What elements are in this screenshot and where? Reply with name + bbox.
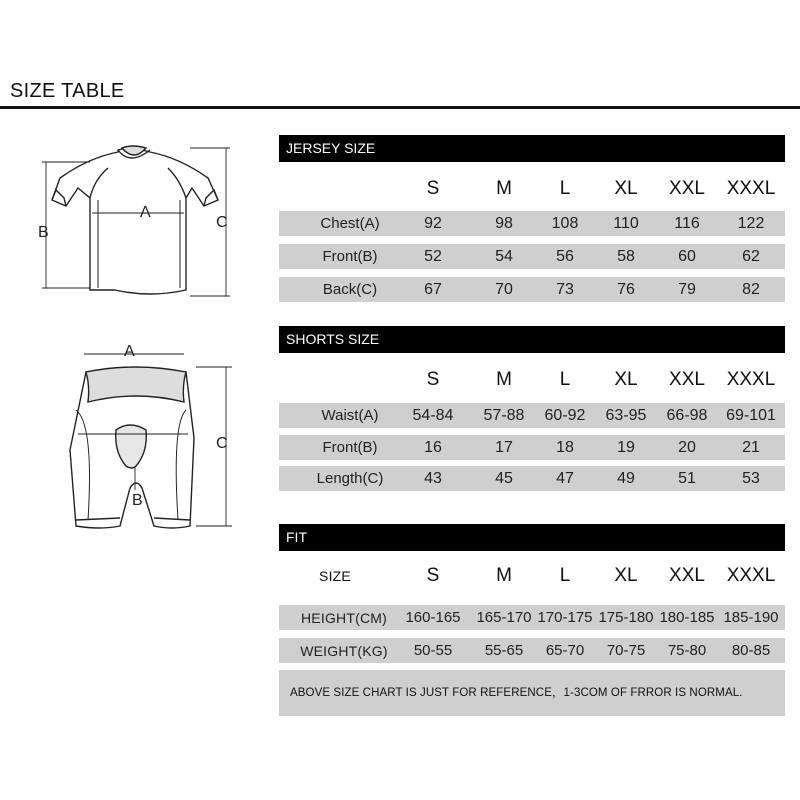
table-cell: 50-55 (413, 642, 453, 659)
table-cell: 18 (556, 438, 574, 456)
table-cell: 16 (424, 438, 442, 456)
table-cell: 49 (617, 469, 635, 487)
table-cell: 92 (424, 214, 442, 232)
table-row (279, 277, 785, 302)
table-cell: 67 (424, 280, 442, 298)
table-row (279, 244, 785, 269)
table-cell: 53 (742, 469, 760, 487)
column-header: XL (614, 368, 638, 390)
table-row (279, 435, 785, 460)
row-label: Front(B) (322, 439, 378, 456)
table-cell: 62 (742, 247, 760, 265)
row-label: Length(C) (316, 470, 384, 487)
table-row (279, 605, 785, 630)
table-cell: 73 (556, 280, 574, 298)
table-cell: 110 (613, 214, 639, 232)
row-label: Chest(A) (320, 215, 380, 232)
jersey-size-table (279, 135, 785, 302)
row-label: Front(B) (322, 248, 378, 265)
shorts-size-columns (279, 362, 785, 397)
table-cell: 70 (495, 280, 513, 298)
column-header: XXL (669, 177, 705, 199)
shorts-size-header: SHORTS SIZE (279, 326, 785, 353)
column-header: XXXL (726, 564, 776, 586)
table-cell: 80-85 (731, 642, 771, 659)
row-label: Back(C) (322, 281, 378, 298)
size-label: SIZE (319, 567, 351, 584)
table-cell: 98 (495, 214, 513, 232)
reference-note: ABOVE SIZE CHART IS JUST FOR REFERENCE，1-3COM OF FRROR IS NORMAL. (279, 670, 785, 716)
table-cell: 69-101 (726, 406, 776, 424)
table-cell: 60 (678, 247, 696, 265)
column-header: L (559, 564, 571, 586)
row-label: Waist(A) (321, 407, 379, 424)
column-header: L (559, 177, 571, 199)
jersey-label-c: C (216, 214, 228, 231)
table-cell: 70-75 (606, 642, 646, 659)
column-header: XXL (669, 564, 705, 586)
table-cell: 21 (742, 438, 760, 456)
table-cell: 52 (424, 247, 442, 265)
table-cell: 45 (495, 469, 513, 487)
column-header: S (426, 564, 440, 586)
table-cell: 76 (617, 280, 635, 298)
table-cell: 175-180 (598, 609, 654, 626)
jersey-label-a: A (140, 204, 151, 221)
table-cell: 51 (678, 469, 696, 487)
table-cell: 60-92 (544, 406, 586, 424)
table-cell: 79 (678, 280, 696, 298)
column-header: M (496, 177, 512, 199)
column-header: M (496, 368, 512, 390)
table-row (279, 466, 785, 491)
table-cell: 116 (674, 214, 700, 232)
jersey-label-b: B (38, 224, 49, 241)
column-header: XXL (669, 368, 705, 390)
shorts-size-table (279, 326, 785, 491)
table-cell: 165-170 (476, 609, 532, 626)
column-header: XL (614, 177, 638, 199)
column-header: XL (614, 564, 638, 586)
page-title: SIZE TABLE (10, 80, 125, 102)
shorts-label-c: C (216, 435, 228, 452)
table-cell: 47 (556, 469, 574, 487)
table-cell: 160-165 (405, 609, 461, 626)
column-header: M (496, 564, 512, 586)
fit-header: FIT (279, 524, 785, 551)
fit-table (279, 524, 785, 716)
fit-columns (279, 558, 785, 593)
row-label: WEIGHT(KG) (300, 642, 388, 659)
table-cell: 108 (551, 214, 579, 232)
table-cell: 55-65 (484, 642, 524, 659)
table-cell: 185-190 (723, 609, 779, 626)
jersey-size-header: JERSEY SIZE (279, 135, 785, 162)
table-cell: 19 (617, 438, 635, 456)
table-cell: 75-80 (667, 642, 707, 659)
table-row (279, 211, 785, 236)
table-cell: 54-84 (412, 406, 454, 424)
table-cell: 82 (742, 280, 760, 298)
table-cell: 170-175 (537, 609, 593, 626)
table-cell: 54 (495, 247, 513, 265)
table-cell: 122 (737, 214, 765, 232)
column-header: L (559, 368, 571, 390)
table-row (279, 638, 785, 663)
table-cell: 65-70 (545, 642, 585, 659)
table-cell: 56 (556, 247, 574, 265)
shorts-diagram (60, 340, 240, 535)
column-header: S (426, 177, 440, 199)
title-divider (0, 106, 800, 109)
table-cell: 20 (678, 438, 696, 456)
shorts-label-b: B (132, 492, 143, 509)
column-header: XXXL (726, 368, 776, 390)
jersey-size-columns (279, 171, 785, 206)
table-cell: 66-98 (666, 406, 708, 424)
jersey-diagram (30, 140, 240, 300)
table-cell: 180-185 (659, 609, 715, 626)
table-cell: 57-88 (483, 406, 525, 424)
table-cell: 63-95 (605, 406, 647, 424)
table-row (279, 403, 785, 428)
column-header: XXXL (726, 177, 776, 199)
table-cell: 58 (617, 247, 635, 265)
table-cell: 43 (424, 469, 442, 487)
column-header: S (426, 368, 440, 390)
shorts-label-a: A (124, 343, 135, 360)
table-cell: 17 (495, 438, 513, 456)
row-label: HEIGHT(CM) (301, 609, 387, 626)
